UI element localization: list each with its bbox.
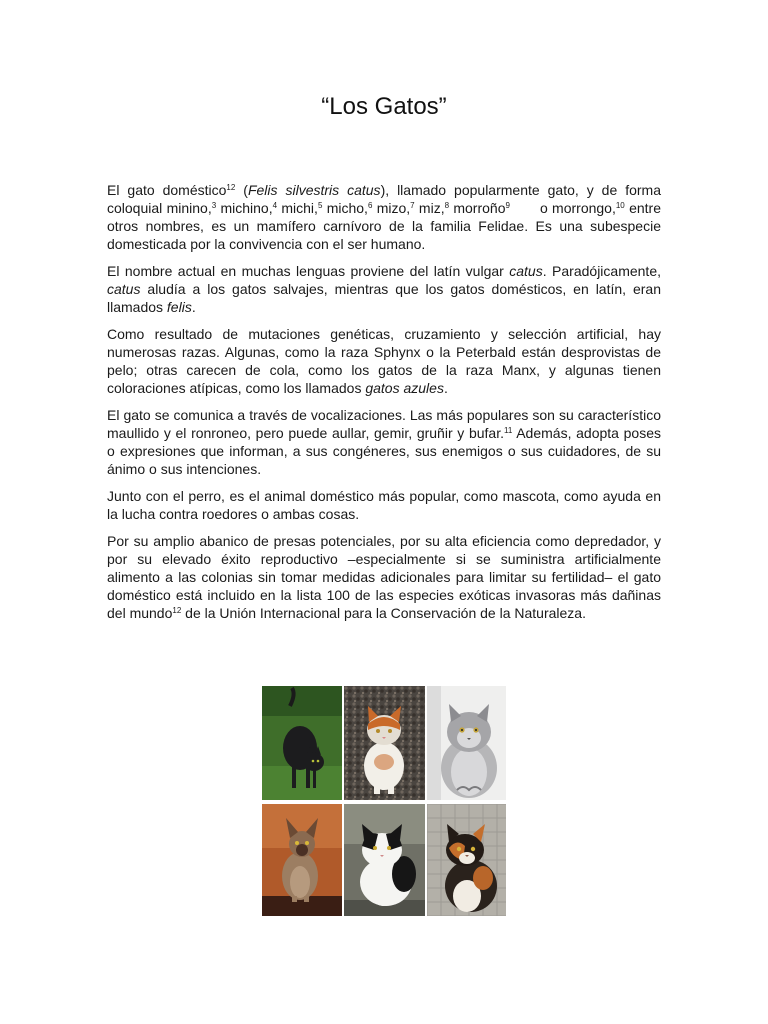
text-run: El nombre actual en muchas lenguas proviene del latín vulgar xyxy=(107,263,510,279)
paragraph-6 xyxy=(107,532,661,622)
photo-black-white-cat xyxy=(344,804,425,916)
footnote-ref[interactable]: 5 xyxy=(317,201,323,210)
text-run: micho, xyxy=(322,200,368,216)
text-run: Junto con el perro, es el animal doméstico más popular, como mascota, como ayuda en la lucha contra roedores o ambas cosas. xyxy=(107,488,661,522)
text-run: morroño xyxy=(449,200,506,216)
footnote-ref[interactable]: 9 xyxy=(505,201,510,210)
photo-grey-longhair-cat xyxy=(427,686,506,800)
text-run: mizo, xyxy=(372,200,411,216)
footnote-ref[interactable]: 12 xyxy=(172,606,182,615)
text-run: miz, xyxy=(414,200,445,216)
italic-term: gatos azules xyxy=(365,380,444,396)
text-run: ( xyxy=(235,182,248,198)
document-body xyxy=(107,181,661,631)
footnote-ref[interactable]: 6 xyxy=(367,201,373,210)
paragraph-2 xyxy=(107,262,661,316)
text-run: . xyxy=(191,299,196,315)
text-run: . xyxy=(443,380,448,396)
text-run: Por su amplio abanico de presas potenciales, por su alta eficiencia como depredador, y por su elevado éxito reproductivo –especialmente si se suministra artificialmente alimento a las colonias sin tomar medidas adicionales para limitar su fertilidad– el gato doméstico está incluido en la lista 100 de las especies exóticas invasoras más dañinas del mundo xyxy=(107,533,661,621)
footnote-ref[interactable]: 10 xyxy=(615,201,625,210)
footnote-ref[interactable]: 12 xyxy=(226,183,236,192)
text-run: de la Unión Internacional para la Conservación de la Naturaleza. xyxy=(181,605,586,621)
cat-photo-gallery xyxy=(262,686,506,916)
paragraph-5 xyxy=(107,487,661,523)
latin-word: catus xyxy=(509,263,543,279)
footnote-ref[interactable]: 11 xyxy=(504,426,513,435)
paragraph-3 xyxy=(107,325,661,397)
text-run: michi, xyxy=(277,200,318,216)
photo-calico-cat-on-tiles xyxy=(427,804,506,916)
text-run: ), llamado popularmente gato, y de forma coloquial minino, xyxy=(107,182,661,216)
text-run: aludía a los gatos salvajes, mientras que los gatos domésticos, en latín, eran llamados xyxy=(107,281,661,315)
photo-orange-white-cat-on-pebbles xyxy=(344,686,425,800)
text-run: entre otros nombres, es un mamífero carnívoro de la familia Felidae. Es una subespecie domesticada por la convivencia con el ser humano. xyxy=(107,200,661,252)
paragraph-4 xyxy=(107,406,661,478)
latin-word: felis xyxy=(166,299,192,315)
text-run: El gato se comunica a través de vocalizaciones. Las más populares son su característico maullido y el ronroneo, pero puede aullar, gemir, gruñir y bufar. xyxy=(107,407,661,441)
photo-black-cat-on-grass xyxy=(262,686,342,800)
footnote-ref[interactable]: 4 xyxy=(272,201,278,210)
text-run: Además, adopta poses o expresiones que informan, a sus congéneres, sus enemigos o sus cuidadores, de su ánimo o sus intenciones. xyxy=(107,425,661,477)
text-run: michino, xyxy=(216,200,273,216)
photo-burmese-cat-sitting xyxy=(262,804,342,916)
latin-word: catus xyxy=(107,281,141,297)
document-title: “Los Gatos” xyxy=(321,93,447,120)
text-run: . Paradójicamente, xyxy=(542,263,661,279)
footnote-ref[interactable]: 3 xyxy=(211,201,217,210)
footnote-ref[interactable]: 8 xyxy=(444,201,450,210)
text-run: o morrongo, xyxy=(539,200,616,216)
latin-name: Felis silvestris catus xyxy=(247,182,381,198)
text-run: El gato doméstico xyxy=(107,182,227,198)
paragraph-1 xyxy=(107,181,661,253)
footnote-ref[interactable]: 7 xyxy=(410,201,415,210)
text-run: Como resultado de mutaciones genéticas, cruzamiento y selección artificial, hay numerosas razas. Algunas, como la raza Sphynx o la Peterbald están desprovistas de pelo; otras carecen de cola, como los gatos de la raza Manx, y algunas tienen coloraciones atípicas, como los llamados xyxy=(107,326,661,396)
